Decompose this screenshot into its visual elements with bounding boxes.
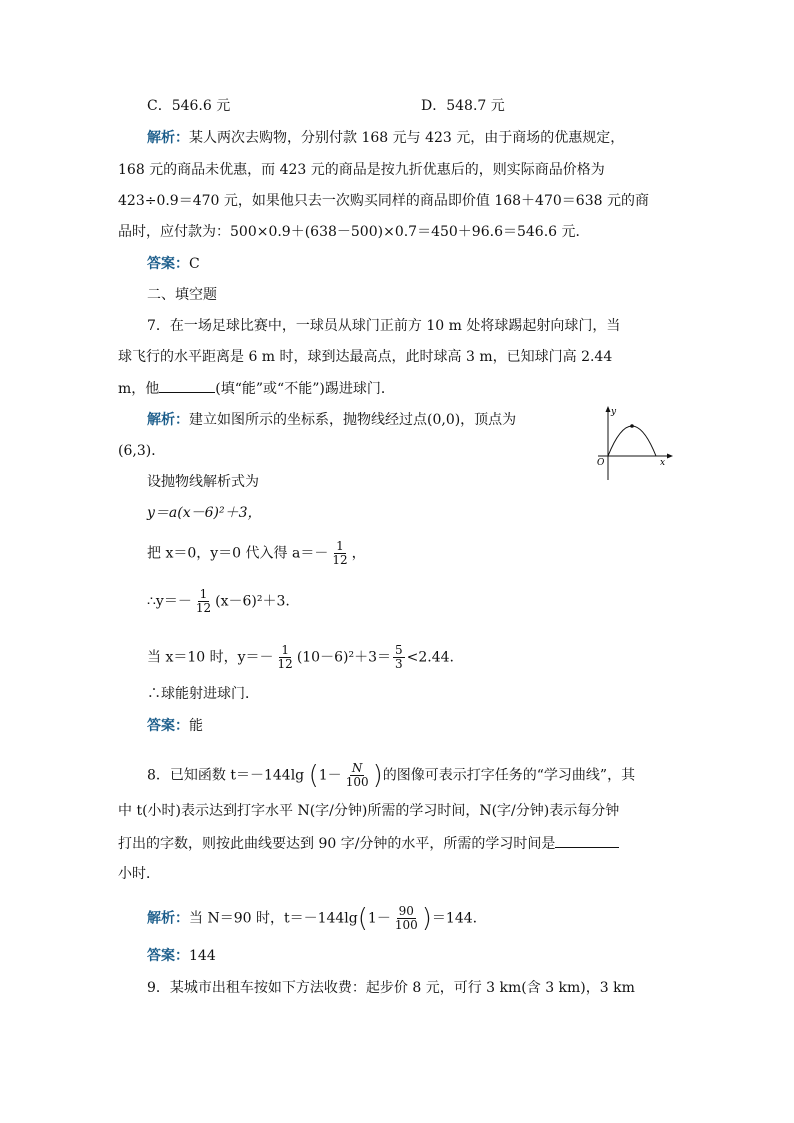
q7-line2: 球飞行的水平距离是 6 m 时，球到达最高点，此时球高 3 m，已知球门高 2.44 xyxy=(118,349,613,365)
answer-blank xyxy=(555,833,619,848)
q8-line4: 小时． xyxy=(118,866,160,882)
parabola-curve xyxy=(608,426,656,456)
q7-solution-line6: ∴y＝－ $\frac{1}{12}$ (x－6)²＋3. xyxy=(147,587,290,615)
x-axis-label: x xyxy=(660,458,666,468)
solution-label: 解析： xyxy=(147,910,189,927)
option-c: C．546.6 元 xyxy=(147,98,231,114)
q7-solution-line5: 把 x＝0，y＝0 代入得 a＝－ $\frac{1}{12}$ ， xyxy=(147,539,366,567)
answer-blank xyxy=(159,378,215,393)
q8-line2: 中 t(小时)表示达到打字水平 N(字/分钟)所需的学习时间，N(字/分钟)表示每分钟 xyxy=(118,803,620,819)
section-heading: 二、填空题 xyxy=(147,287,217,303)
fraction: $\frac{90}{100}$ xyxy=(394,904,418,932)
fraction: $\frac{5}{3}$ xyxy=(394,643,403,671)
origin-label: O xyxy=(597,458,605,468)
q7-solution-line1: 解析：建立如图所示的坐标系，抛物线经过点(0,0)，顶点为 xyxy=(147,412,517,428)
q7-answer: 答案：能 xyxy=(147,718,203,734)
q9-line1: 9．某城市出租车按如下方法收费：起步价 8 元，可行 3 km(含 3 km)，3 km xyxy=(147,980,635,996)
q7-line1: 7．在一场足球比赛中，一球员从球门正前方 10 m 处将球踢起射向球门，当 xyxy=(147,318,621,334)
q6-solution-line3: 423÷0.9＝470 元，如果他只去一次购买同样的商品即价值 168＋470＝638 元的商 xyxy=(118,193,649,209)
fraction: $\frac{1}{12}$ xyxy=(277,643,293,671)
x-axis-arrow xyxy=(667,454,673,459)
answer-label: 答案： xyxy=(147,718,189,734)
q6-solution-line4: 品时，应付款为：500×0.9＋(638－500)×0.7＝450＋96.6＝546.6 元． xyxy=(118,224,590,240)
answer-label: 答案： xyxy=(147,948,189,964)
q8-line3: 打出的字数，则按此曲线要达到 90 字/分钟的水平，所需的学习时间是 xyxy=(118,833,619,854)
q6-solution-line1: 解析：某人两次去购物，分别付款 168 元与 423 元，由于商场的优惠规定， xyxy=(147,130,625,146)
q7-solution-line7: 当 x＝10 时，y＝－ $\frac{1}{12}$ (10－6)²＋3＝ $\frac{5}{3}$ <2.44. xyxy=(147,643,454,671)
solution-label: 解析： xyxy=(147,412,189,428)
fraction: $\frac{N}{100}$ xyxy=(345,761,369,789)
parabola-graph xyxy=(592,404,674,484)
y-axis-arrow xyxy=(606,406,611,412)
q7-line3: m，他 (填“能”或“不能”)踢进球门． xyxy=(118,378,395,399)
q7-solution-line3: 设抛物线解析式为 xyxy=(147,474,259,490)
fraction: $\frac{1}{12}$ xyxy=(332,539,348,567)
option-d: D．548.7 元 xyxy=(421,98,505,114)
q8-answer: 答案：144 xyxy=(147,948,216,964)
q6-answer: 答案：C xyxy=(147,256,200,272)
q7-solution-line8: ∴球能射进球门． xyxy=(147,686,259,702)
answer-label: 答案： xyxy=(147,256,189,272)
q7-solution-line2: (6,3)． xyxy=(118,443,166,459)
q8-solution: 解析：当 N＝90 时，t＝－144lg(1－ $\frac{90}{100}$ )＝144. xyxy=(147,903,478,934)
q7-solution-line4: y＝a(x－6)²＋3， xyxy=(147,505,262,521)
fraction: $\frac{1}{12}$ xyxy=(195,587,212,615)
solution-label: 解析： xyxy=(147,130,189,146)
q6-solution-line2: 168 元的商品未优惠，而 423 元的商品是按九折优惠后的，则实际商品价格为 xyxy=(118,162,605,178)
y-axis-label: y xyxy=(611,407,617,417)
vertex-point xyxy=(630,424,634,428)
q8-line1: 8．已知函数 t＝－144lg (1－ $\frac{N}{100}$ )的图像可表示打字任务的“学习曲线”，其 xyxy=(147,760,636,791)
